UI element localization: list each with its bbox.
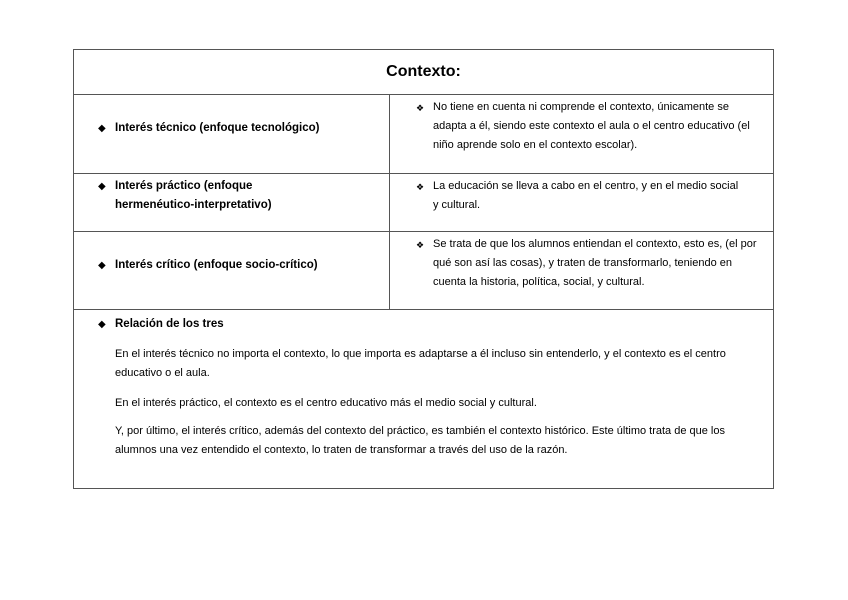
- table-row: [74, 174, 773, 232]
- row-right-text: No tiene en cuenta ni comprende el contexto, únicamente se adapta a él, siendo este contexto el aula o el centro educativo (el niño aprende solo en el contexto escolar).: [433, 101, 750, 151]
- four-diamond-bullet-icon: ❖: [416, 240, 425, 250]
- row-right-text: La educación se lleva a cabo en el centro, y en el medio social y cultural.: [433, 180, 739, 211]
- table-row: [74, 95, 773, 174]
- relation-paragraph: En el interés práctico, el contexto es el centro educativo más el medio social y cultural.: [115, 397, 537, 409]
- relation-heading: Relación de los tres: [115, 318, 224, 330]
- diamond-bullet-icon: ◆: [98, 181, 106, 192]
- table-title: Contexto:: [74, 50, 773, 95]
- row-left-label: Interés crítico (enfoque socio-crítico): [115, 259, 318, 271]
- diamond-bullet-icon: ◆: [98, 260, 106, 271]
- diamond-bullet-icon: ◆: [98, 319, 106, 330]
- relation-paragraph: Y, por último, el interés crítico, además del contexto del práctico, es también el contexto histórico. Este último trata de que los alumnos una vez entendido el contexto, lo traten de transformar a través del uso de la razón.: [115, 425, 725, 456]
- context-table: [73, 49, 774, 489]
- table-row: [74, 232, 773, 310]
- diamond-bullet-icon: ◆: [98, 123, 106, 134]
- row-left-label: Interés técnico (enfoque tecnológico): [115, 122, 320, 134]
- relation-paragraph: En el interés técnico no importa el contexto, lo que importa es adaptarse a él incluso sin entenderlo, y el contexto es el centro educativo o el aula.: [115, 348, 726, 379]
- row-left-label: Interés práctico (enfoque hermenéutico-interpretativo): [115, 180, 272, 211]
- four-diamond-bullet-icon: ❖: [416, 103, 425, 113]
- row-right-text: Se trata de que los alumnos entiendan el contexto, esto es, (el por qué son así las cosas), y traten de transformarlo, teniendo en cuenta la historia, política, social, y cultural.: [433, 238, 757, 288]
- four-diamond-bullet-icon: ❖: [416, 182, 425, 192]
